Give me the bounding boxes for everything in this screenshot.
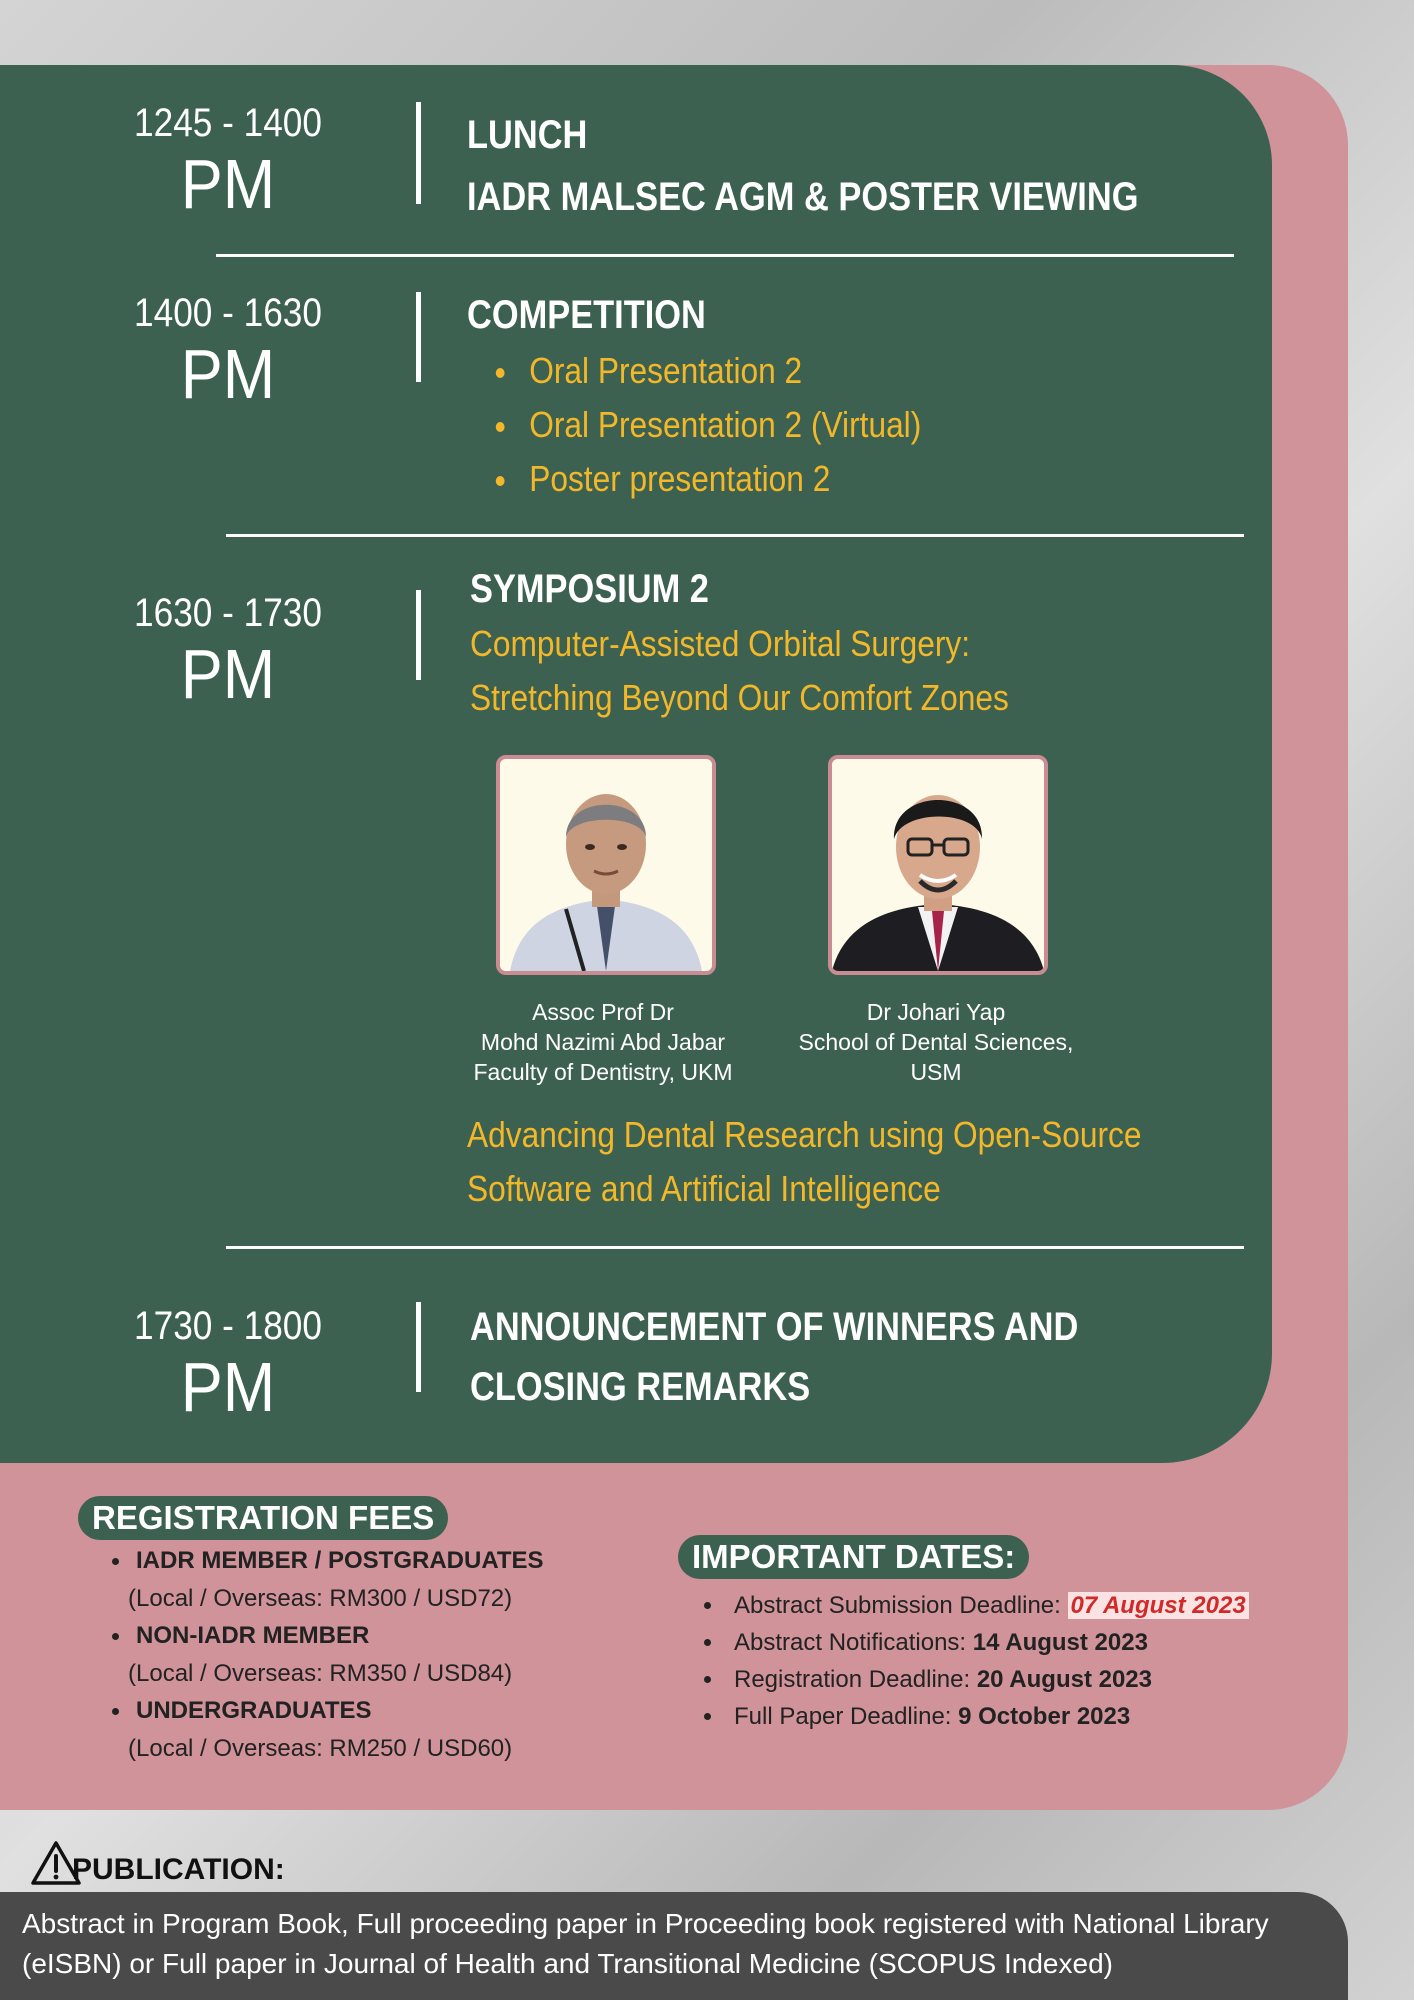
time-range: 1400 - 1630 (134, 291, 322, 335)
fee-category: UNDERGRADUATES (108, 1693, 544, 1729)
speaker-photo-2 (828, 755, 1048, 975)
divider-vertical (416, 1302, 421, 1392)
time-period: PM (180, 635, 276, 713)
time-period: PM (180, 335, 276, 413)
speaker-photo-1 (496, 755, 716, 975)
symposium-topic2-line: Software and Artificial Intelligence (467, 1168, 941, 1209)
date-label: Full Paper Deadline: (734, 1703, 959, 1730)
important-dates-list (700, 1587, 1249, 1735)
portrait-icon (832, 759, 1044, 971)
date-item (700, 1587, 1249, 1624)
time-range: 1245 - 1400 (134, 101, 322, 145)
session-title-line: LUNCH (467, 113, 588, 157)
caption-line: USM (910, 1059, 962, 1085)
divider-horizontal (216, 254, 1234, 257)
divider-vertical (416, 590, 421, 680)
time-range: 1630 - 1730 (134, 591, 322, 635)
session-title-line: ANNOUNCEMENT OF WINNERS AND (470, 1305, 1079, 1349)
session-title: SYMPOSIUM 2 (470, 567, 709, 611)
fee-amount: (Local / Overseas: RM350 / USD84) (128, 1660, 513, 1687)
time-period: PM (180, 1348, 276, 1426)
speaker-caption-1 (453, 997, 753, 1087)
fee-category: IADR MEMBER / POSTGRADUATES (108, 1543, 544, 1579)
fee-amount: (Local / Overseas: RM300 / USD72) (128, 1585, 513, 1612)
symposium-topic2-line: Advancing Dental Research using Open-Source (467, 1114, 1142, 1155)
divider-horizontal (226, 1246, 1244, 1249)
divider-vertical (416, 292, 421, 382)
date-value: 20 August 2023 (976, 1666, 1152, 1693)
portrait-icon (500, 759, 712, 971)
time-range: 1730 - 1800 (134, 1304, 322, 1348)
registration-fees-list (108, 1543, 544, 1768)
caption-line: Dr Johari Yap (866, 999, 1006, 1025)
caption-line: Faculty of Dentistry, UKM (473, 1059, 733, 1085)
publication-heading: PUBLICATION: (72, 1853, 285, 1886)
session-title: COMPETITION (467, 293, 706, 337)
date-item (700, 1661, 1249, 1698)
important-dates-heading: IMPORTANT DATES: (678, 1535, 1029, 1579)
fee-amount: (Local / Overseas: RM250 / USD60) (128, 1735, 513, 1762)
session-time-3 (98, 590, 358, 712)
divider-horizontal (226, 534, 1244, 537)
date-value-highlight: 07 August 2023 (1068, 1592, 1249, 1619)
publication-text: Abstract in Program Book, Full proceeding paper in Proceeding book registered with National Library (eISBN) or Full paper in Journal of Health and Transitional Medicine (SCOPUS Indexed) (22, 1908, 1269, 1979)
registration-fees-heading: REGISTRATION FEES (78, 1496, 448, 1540)
speaker-caption-2 (786, 997, 1086, 1087)
list-item: Oral Presentation 2 (494, 344, 921, 398)
session-title-line: CLOSING REMARKS (470, 1365, 811, 1409)
session-time-2 (98, 290, 358, 412)
competition-list (494, 344, 980, 506)
time-period: PM (180, 145, 276, 223)
caption-line: Mohd Nazimi Abd Jabar (480, 1029, 726, 1055)
date-item (700, 1624, 1249, 1661)
symposium-topic-line: Stretching Beyond Our Comfort Zones (470, 677, 1009, 718)
list-item: Oral Presentation 2 (Virtual) (494, 398, 921, 452)
date-item (700, 1698, 1249, 1735)
session-title-line: IADR MALSEC AGM & POSTER VIEWING (467, 175, 1139, 219)
date-label: Registration Deadline: (734, 1666, 977, 1693)
caption-line: Assoc Prof Dr (532, 999, 674, 1025)
session-time-4 (98, 1303, 358, 1425)
date-value: 9 October 2023 (958, 1703, 1131, 1730)
symposium-topic-line: Computer-Assisted Orbital Surgery: (470, 623, 971, 664)
session-time-1 (98, 100, 358, 222)
caption-line: School of Dental Sciences, (798, 1029, 1074, 1055)
divider-vertical (416, 102, 421, 204)
date-label: Abstract Submission Deadline: (734, 1592, 1068, 1619)
date-value: 14 August 2023 (972, 1629, 1148, 1656)
fee-category: NON-IADR MEMBER (108, 1618, 544, 1654)
list-item: Poster presentation 2 (494, 452, 921, 506)
date-label: Abstract Notifications: (734, 1629, 973, 1656)
